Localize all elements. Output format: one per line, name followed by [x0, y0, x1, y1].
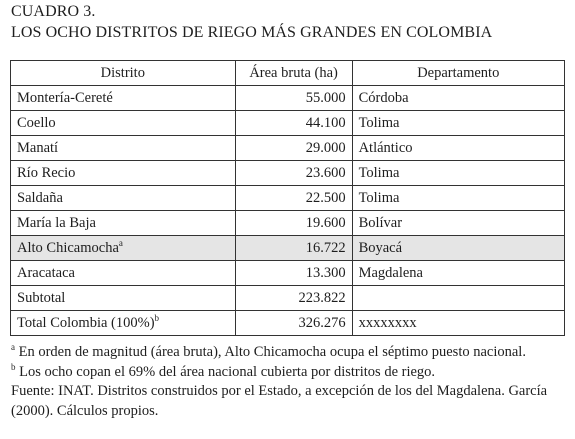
cell-area: 22.500	[235, 186, 352, 211]
cell-departamento: Atlántico	[352, 136, 564, 161]
cell-distrito	[11, 136, 236, 161]
cell-distrito	[11, 261, 236, 286]
table-row	[11, 286, 565, 311]
distrito-name: Montería-Cereté	[17, 89, 113, 106]
distrito-name: Alto Chicamocha	[17, 239, 119, 256]
cell-departamento: Tolima	[352, 111, 564, 136]
distrito-name: Saldaña	[17, 189, 63, 206]
table-row	[11, 86, 565, 111]
cell-area: 44.100	[235, 111, 352, 136]
source-note: Fuente: INAT. Distritos construidos por el Estado, a excepción de los del Magdalena. García (2000). Cálculos propios.	[11, 383, 548, 419]
footnote-b-text: Los ocho copan el 69% del área nacional cubierta por distritos de riego.	[15, 363, 436, 380]
irrigation-districts-table	[10, 60, 565, 336]
cell-area: 55.000	[235, 86, 352, 111]
footnote-a-text: En orden de magnitud (área bruta), Alto Chicamocha ocupa el séptimo puesto nacional.	[15, 344, 526, 360]
cell-departamento: Tolima	[352, 186, 564, 211]
cell-area: 223.822	[235, 286, 352, 311]
distrito-name: Coello	[17, 114, 56, 131]
cell-area: 16.722	[235, 236, 352, 261]
cell-departamento: Magdalena	[352, 261, 564, 286]
table-row	[11, 161, 565, 186]
table-header-row	[11, 61, 565, 86]
distrito-name: Aracataca	[17, 264, 75, 281]
table-row	[11, 261, 565, 286]
cell-departamento	[352, 286, 564, 311]
table-row	[11, 236, 565, 261]
cell-distrito	[11, 111, 236, 136]
table-notes	[11, 343, 567, 421]
header-departamento: Departamento	[352, 61, 564, 86]
distrito-name: Manatí	[17, 139, 59, 156]
table-row	[11, 186, 565, 211]
table-row	[11, 136, 565, 161]
footnote-marker: a	[118, 237, 123, 248]
cell-departamento: xxxxxxxx	[352, 311, 564, 336]
cell-area: 19.600	[235, 211, 352, 236]
footnote-marker: b	[154, 312, 160, 323]
cell-area: 23.600	[235, 161, 352, 186]
header-distrito: Distrito	[11, 61, 236, 86]
table-row	[11, 111, 565, 136]
cell-distrito	[11, 211, 236, 236]
distrito-name: Subtotal	[17, 289, 66, 306]
cell-distrito	[11, 236, 236, 261]
footnote-b-marker: b	[11, 361, 16, 372]
table-caption-number: CUADRO 3.	[11, 3, 96, 20]
cell-departamento: Bolívar	[352, 211, 564, 236]
cell-departamento: Tolima	[352, 161, 564, 186]
distrito-name: Río Recio	[17, 164, 76, 181]
cell-distrito	[11, 311, 236, 336]
cell-distrito	[11, 86, 236, 111]
cell-distrito	[11, 286, 236, 311]
cell-area: 13.300	[235, 261, 352, 286]
table-caption-title: LOS OCHO DISTRITOS DE RIEGO MÁS GRANDES EN COLOMBIA	[11, 24, 493, 41]
cell-distrito	[11, 186, 236, 211]
footnote-a	[11, 343, 567, 363]
distrito-name: María la Baja	[17, 214, 96, 231]
table-row	[11, 211, 565, 236]
distrito-name: Total Colombia (100%)	[17, 314, 155, 331]
cell-area: 29.000	[235, 136, 352, 161]
cell-area: 326.276	[235, 311, 352, 336]
footnote-b	[11, 363, 567, 383]
header-area: Área bruta (ha)	[235, 61, 352, 86]
footnote-a-marker: a	[11, 342, 15, 353]
cell-departamento: Córdoba	[352, 86, 564, 111]
table-row	[11, 311, 565, 336]
cell-distrito	[11, 161, 236, 186]
cell-departamento: Boyacá	[352, 236, 564, 261]
